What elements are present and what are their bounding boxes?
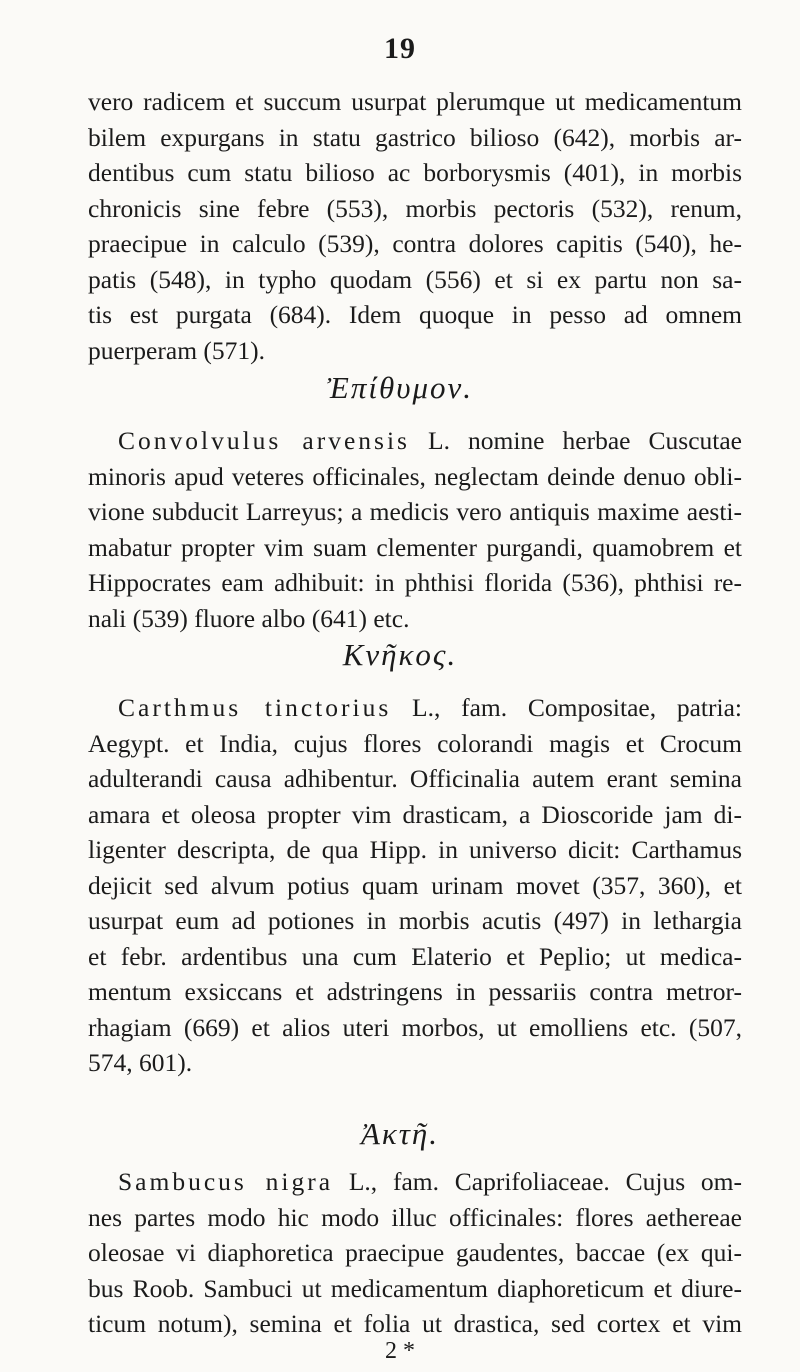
text-line: et febr. ardentibus una cum Elaterio et Peplio; ut medica- bbox=[88, 941, 742, 971]
text-line: chronicis sine febre (553), morbis pectoris (532), renum, bbox=[88, 193, 742, 223]
text-line: vero radicem et succum usurpat plerumque ut medicamentum bbox=[88, 87, 742, 116]
text-line: mabatur propter vim suam clementer purgandi, quamobrem et bbox=[88, 532, 742, 562]
text-line: Hippocrates eam adhibuit: in phthisi florida (536), phthisi re- bbox=[88, 568, 742, 597]
paragraph-akte bbox=[88, 1164, 742, 1342]
section-heading-epithymon: Ἐπίθυμον. bbox=[326, 370, 474, 405]
text-line: Aegypt. et India, cujus flores colorandi magis et Crocum bbox=[88, 728, 742, 758]
section-heading-akte: Ἀκτῆ. bbox=[360, 1116, 440, 1151]
text-line: mentum exsiccans et adstringens in pessariis contra metror- bbox=[88, 977, 742, 1006]
section-heading-knekos: Κνῆκος. bbox=[342, 637, 458, 672]
text-line: puerperam (571). bbox=[88, 335, 266, 365]
text-line: patis (548), in typho quodam (556) et si ex partu non sa- bbox=[88, 264, 742, 294]
paragraph-epithymon bbox=[88, 423, 742, 636]
text-line: nes partes modo hic modo illuc officinales: flores aethereae bbox=[88, 1202, 742, 1232]
text-line: dejicit sed alvum potius quam urinam movet (357, 360), et bbox=[88, 870, 742, 900]
text-line: 574, 601). bbox=[88, 1048, 193, 1077]
text-line: praecipue in calculo (539), contra dolores capitis (540), he- bbox=[88, 229, 742, 258]
page-number: 19 bbox=[384, 32, 416, 65]
text-line: ticum notum), semina et folia ut drastica, sed cortex et vim bbox=[88, 1309, 742, 1338]
text-line bbox=[88, 1164, 742, 1200]
text-line: vione subducit Larreyus; a medicis vero antiquis maxime aesti- bbox=[88, 497, 742, 526]
paragraph-intro bbox=[88, 84, 742, 368]
text-line: bus Roob. Sambuci ut medicamentum diaphoreticum et diure- bbox=[88, 1273, 742, 1303]
text-line: amara et oleosa propter vim drasticam, a Dioscoride jam di- bbox=[88, 799, 742, 829]
paragraph-knekos bbox=[88, 690, 742, 1081]
signature-mark: 2 * bbox=[385, 1338, 415, 1364]
species-name: Sambucus nigra bbox=[118, 1167, 334, 1196]
text-line bbox=[88, 690, 742, 726]
text-line: tis est purgata (684). Idem quoque in pesso ad omnem bbox=[88, 300, 742, 329]
text-line: bilem expurgans in statu gastrico bilioso (642), morbis ar- bbox=[88, 122, 742, 152]
text-line: rhagiam (669) et alios uteri morbos, ut emolliens etc. (507, bbox=[88, 1012, 742, 1042]
text-line: oleosae vi diaphoretica praecipue gaudentes, baccae (ex qui- bbox=[88, 1238, 742, 1267]
text-line: adulterandi causa adhibentur. Officinalia autem erant semina bbox=[88, 764, 742, 793]
text-line: ligenter descripta, de qua Hipp. in universo dicit: Carthamus bbox=[88, 835, 742, 864]
text-fragment: L. nomine herbae Cuscutae bbox=[409, 426, 742, 455]
text-line: dentibus cum statu bilioso ac borborysmis (401), in morbis bbox=[88, 158, 742, 187]
text-fragment: L., fam. Caprifoliaceae. Cujus om- bbox=[333, 1167, 742, 1196]
text-line: usurpat eum ad potiones in morbis acutis (497) in lethargia bbox=[88, 906, 742, 935]
text-line bbox=[88, 423, 742, 459]
text-line: minoris apud veteres officinales, neglectam deinde denuo obli- bbox=[88, 461, 742, 491]
species-name: Carthmus tinctorius bbox=[118, 693, 392, 722]
species-name: Convolvulus arvensis bbox=[118, 426, 410, 455]
text-fragment: L., fam. Compositae, patria: bbox=[391, 693, 742, 722]
text-line: nali (539) fluore albo (641) etc. bbox=[88, 603, 410, 633]
